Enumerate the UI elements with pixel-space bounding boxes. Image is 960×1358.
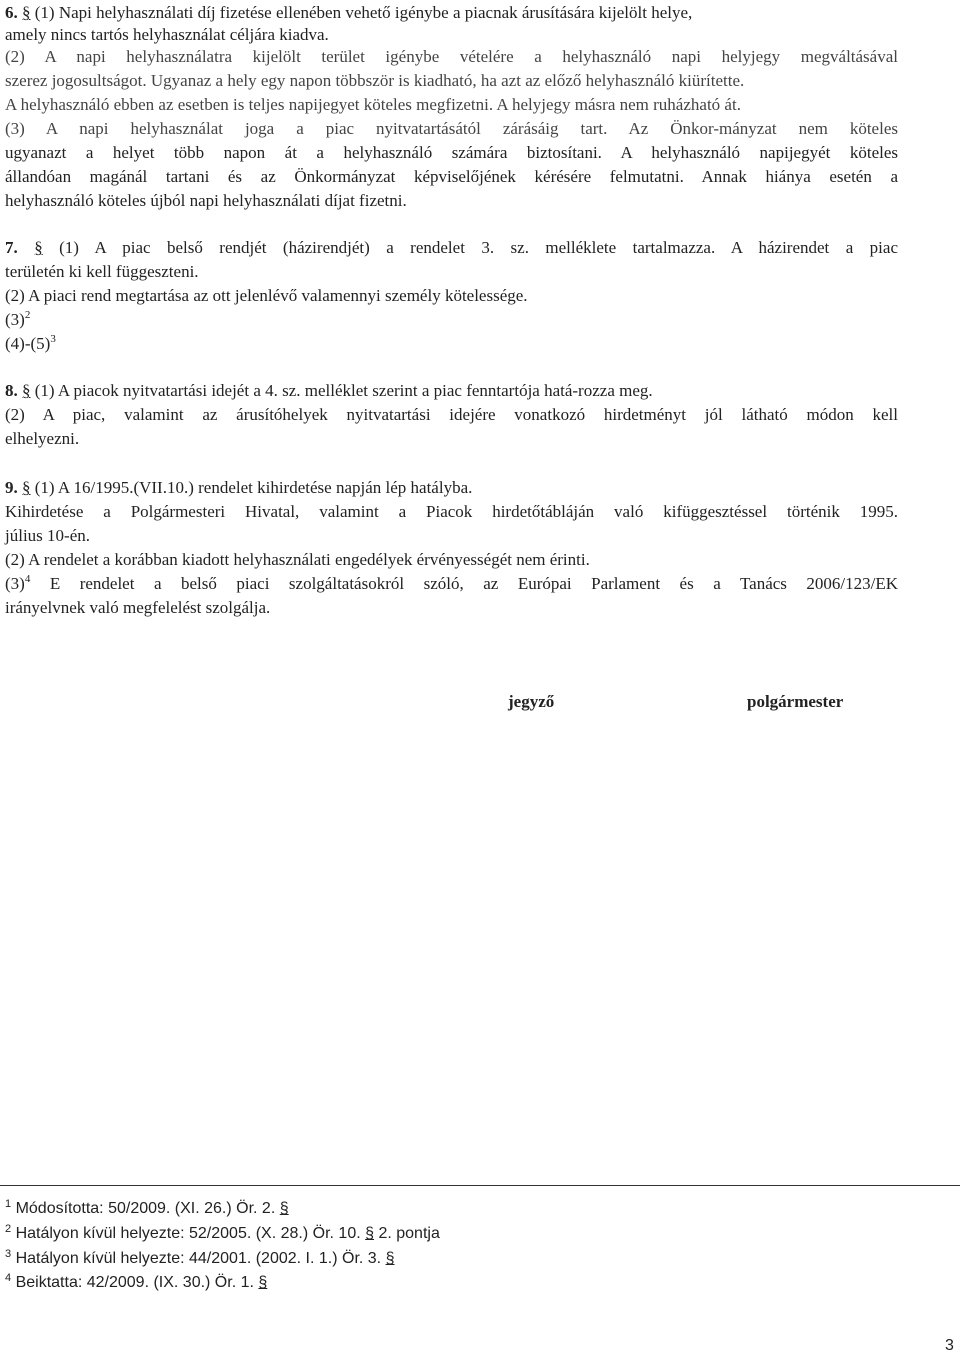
footnote-text: Módosította: 50/2009. (XI. 26.) Ör. 2. (15, 1200, 276, 1217)
section-number: 7. (5, 238, 18, 257)
signature-mayor: polgármester (747, 692, 844, 711)
footnote-text: Beiktatta: 42/2009. (IX. 30.) Ör. 1. (15, 1274, 254, 1291)
footnote-number: 1 (5, 1198, 12, 1210)
paragraph-text: (2) A rendelet a korábban kiadott helyhasználati engedélyek érvényességét nem érinti. (5, 550, 590, 569)
section-number: 9. (5, 478, 18, 497)
paragraph-ref (5, 309, 30, 331)
footnote-number: 4 (5, 1272, 12, 1284)
paragraph-text: (1) Napi helyhasználati díj fizetése ellenében vehető igénybe a piacnak árusítására kijelölt helye, (34, 3, 693, 22)
paragraph-text: (3) (5, 574, 25, 593)
paragraph-text: Kihirdetése a Polgármesteri Hivatal, valamint a Piacok hirdetőtábláján való kifüggesztéssel történik 1995. (5, 502, 898, 521)
paragraph-text: E rendelet a belső piaci szolgáltatásokról szóló, az Európai Parlament és a Tanács 2006/123/EK (49, 574, 899, 593)
section-number: 6. (5, 3, 18, 22)
footnote-1 (5, 1199, 289, 1219)
paragraph-symbol: § (385, 1250, 395, 1267)
paragraph-text: (3) (5, 310, 25, 329)
paragraph-symbol: § (22, 478, 31, 497)
paragraph-text: (1) A piac belső rendjét (házirendjét) a rendelet 3. sz. melléklete tartalmazza. A házirendet a piac (59, 238, 899, 257)
footnote-4 (5, 1273, 267, 1293)
page-number: 3 (945, 1337, 954, 1354)
paragraph-symbol: § (365, 1225, 375, 1242)
paragraph-text: (3) A napi helyhasználat joga a piac nyitvatartásától zárásáig tart. Az Önkor-mányzat nem köteles (5, 119, 898, 138)
paragraph-text: (4)-(5) (5, 334, 51, 353)
paragraph-symbol: § (22, 3, 31, 22)
footnote-text: 2. pontja (378, 1225, 440, 1242)
paragraph-symbol: § (34, 238, 43, 257)
footnote-ref: 4 (24, 573, 31, 585)
paragraph-text: állandóan magánál tartani és az Önkormányzat képviselőjének kérésére felmutatni. Annak hiánya esetén a (5, 167, 898, 186)
footnote-number: 3 (5, 1248, 12, 1260)
footnote-text: Hatályon kívül helyezte: 44/2001. (2002. I. 1.) Ör. 3. (15, 1250, 382, 1267)
paragraph-text: (2) A piac, valamint az árusítóhelyek nyitvatartási idejére vonatkozó hirdetményt jól látható módon kell (5, 405, 898, 424)
paragraph-symbol: § (258, 1274, 268, 1291)
paragraph-text: július 10-én. (5, 526, 90, 545)
footnote-divider (0, 1185, 960, 1186)
section-6-heading-line (5, 2, 692, 24)
paragraph-text: elhelyezni. (5, 429, 80, 448)
section-7-heading-line (5, 237, 898, 259)
paragraph-ref (5, 573, 898, 595)
paragraph-ref (5, 333, 56, 355)
footnote-text: Hatályon kívül helyezte: 52/2005. (X. 28.) Ör. 10. (15, 1225, 361, 1242)
paragraph-text: ugyanazt a helyet több napon át a helyhasználó számára biztosítani. A helyhasználó napijegyét köteles (5, 143, 898, 162)
paragraph-symbol: § (22, 381, 31, 400)
section-8-heading-line (5, 380, 653, 402)
signature-notary: jegyző (508, 692, 555, 711)
paragraph-text: (1) A piacok nyitvatartási idejét a 4. sz. melléklet szerint a piac fenntartója hatá-rozza meg. (34, 381, 653, 400)
footnote-2 (5, 1224, 440, 1244)
paragraph-symbol: § (279, 1200, 289, 1217)
paragraph-text: amely nincs tartós helyhasználat céljára kiadva. (5, 25, 329, 44)
paragraph-text: (2) A napi helyhasználatra kijelölt terület igénybe vételére a helyhasználó napi helyjegy megváltásával (5, 47, 898, 66)
section-number: 8. (5, 381, 18, 400)
footnote-ref: 3 (50, 333, 56, 345)
footnote-number: 2 (5, 1223, 12, 1235)
paragraph-text: irányelvnek való megfelelést szolgálja. (5, 598, 271, 617)
paragraph-text: (2) A piaci rend megtartása az ott jelenlévő valamennyi személy kötelessége. (5, 286, 528, 305)
paragraph-text: szerez jogosultságot. Ugyanaz a hely egy napon többször is kiadható, ha azt az előző helyhasználó kiürítette. (5, 71, 745, 90)
footnote-ref: 2 (24, 309, 31, 321)
paragraph-text: helyhasználó köteles újból napi helyhasználati díjat fizetni. (5, 191, 407, 210)
paragraph-text: (1) A 16/1995.(VII.10.) rendelet kihirdetése napján lép hatályba. (34, 478, 473, 497)
section-9-heading-line (5, 477, 472, 499)
footnote-3 (5, 1249, 394, 1269)
paragraph-text: területén ki kell függeszteni. (5, 262, 199, 281)
paragraph-text: A helyhasználó ebben az esetben is teljes napijegyet köteles megfizetni. A helyjegy másra nem ruházható át. (5, 95, 741, 114)
